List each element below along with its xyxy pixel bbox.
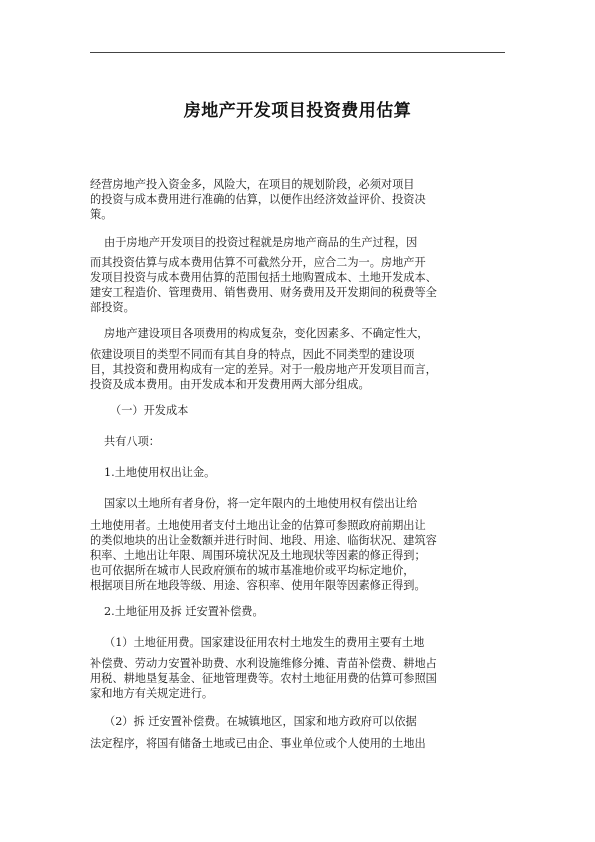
paragraph-line: 也可依据所在城市人民政府颁布的城市基准地价或平均标定地价， <box>90 564 415 577</box>
paragraph-line: 建安工程造价、管理费用、销售费用、财务费用及开发期间的税费等全 <box>90 286 437 299</box>
paragraph-line: 家和地方有关规定进行。 <box>90 687 214 700</box>
list-item-heading: 2.土地征用及拆 迁安置补偿费。 <box>104 605 264 618</box>
paragraph-line: 共有八项： <box>104 435 160 448</box>
paragraph-line: 根据项目所在地段等级、用途、容积率、使用年限等因素修正得到。 <box>90 579 426 592</box>
paragraph-line: 由于房地产开发项目的投资过程就是房地产商品的生产过程，因 <box>104 236 418 249</box>
paragraph-line: 房地产建设项目各项费用的构成复杂，变化因素多、不确定性大， <box>104 327 429 340</box>
paragraph-line: （1）土地征用费。国家建设征用农村土地发生的费用主要有土地 <box>104 636 425 649</box>
paragraph-line: （2）拆 迁安置补偿费。在城镇地区，国家和地方政府可以依据 <box>104 715 417 728</box>
paragraph-line: 的投资与成本费用进行准确的估算，以便作出经济效益评价、投资决 <box>90 193 426 206</box>
section-heading: （一）开发成本 <box>110 404 189 417</box>
paragraph-line: 土地使用者。土地使用者支付土地出让金的估算可参照政府前期出让 <box>90 519 426 532</box>
paragraph-line: 而其投资估算与成本费用估算不可截然分开，应合二为一。房地产开 <box>90 256 426 269</box>
paragraph-line: 国家以土地所有者身份，将一定年限内的土地使用权有偿出让给 <box>104 497 418 510</box>
list-item-heading: 1.土地使用权出让金。 <box>104 466 216 479</box>
paragraph-line: 依建设项目的类型不同而有其自身的特点，因此不同类型的建设项 <box>90 348 415 361</box>
paragraph-line: 法定程序，将国有储备土地或已由企、事业单位或个人使用的土地出 <box>90 737 426 750</box>
paragraph-line: 发项目投资与成本费用估算的范围包括土地购置成本、土地开发成本、 <box>90 271 437 284</box>
paragraph-line: 补偿费、劳动力安置补助费、水利设施维修分摊、青苗补偿费、耕地占 <box>90 657 437 670</box>
paragraph-line: 目，其投资和费用构成有一定的差异。对于一般房地产开发项目而言， <box>90 363 437 376</box>
paragraph-line: 用税、耕地垦复基金、征地管理费等。农村土地征用费的估算可参照国 <box>90 672 437 685</box>
paragraph-line: 积率、土地出让年限、周围环境状况及土地现状等因素的修正得到； <box>90 549 426 562</box>
header-rule <box>90 52 505 53</box>
paragraph-line: 投资及成本费用。由开发成本和开发费用两大部分组成。 <box>90 378 370 391</box>
paragraph-line: 的类似地块的出让金数额并进行时间、地段、用途、临街状况、建筑容 <box>90 534 437 547</box>
paragraph-line: 经营房地产投入资金多，风险大，在项目的规划阶段，必须对项目 <box>90 178 415 191</box>
paragraph-line: 部投资。 <box>90 301 135 314</box>
paragraph-line: 策。 <box>90 208 113 221</box>
document-title: 房地产开发项目投资费用估算 <box>183 101 412 121</box>
